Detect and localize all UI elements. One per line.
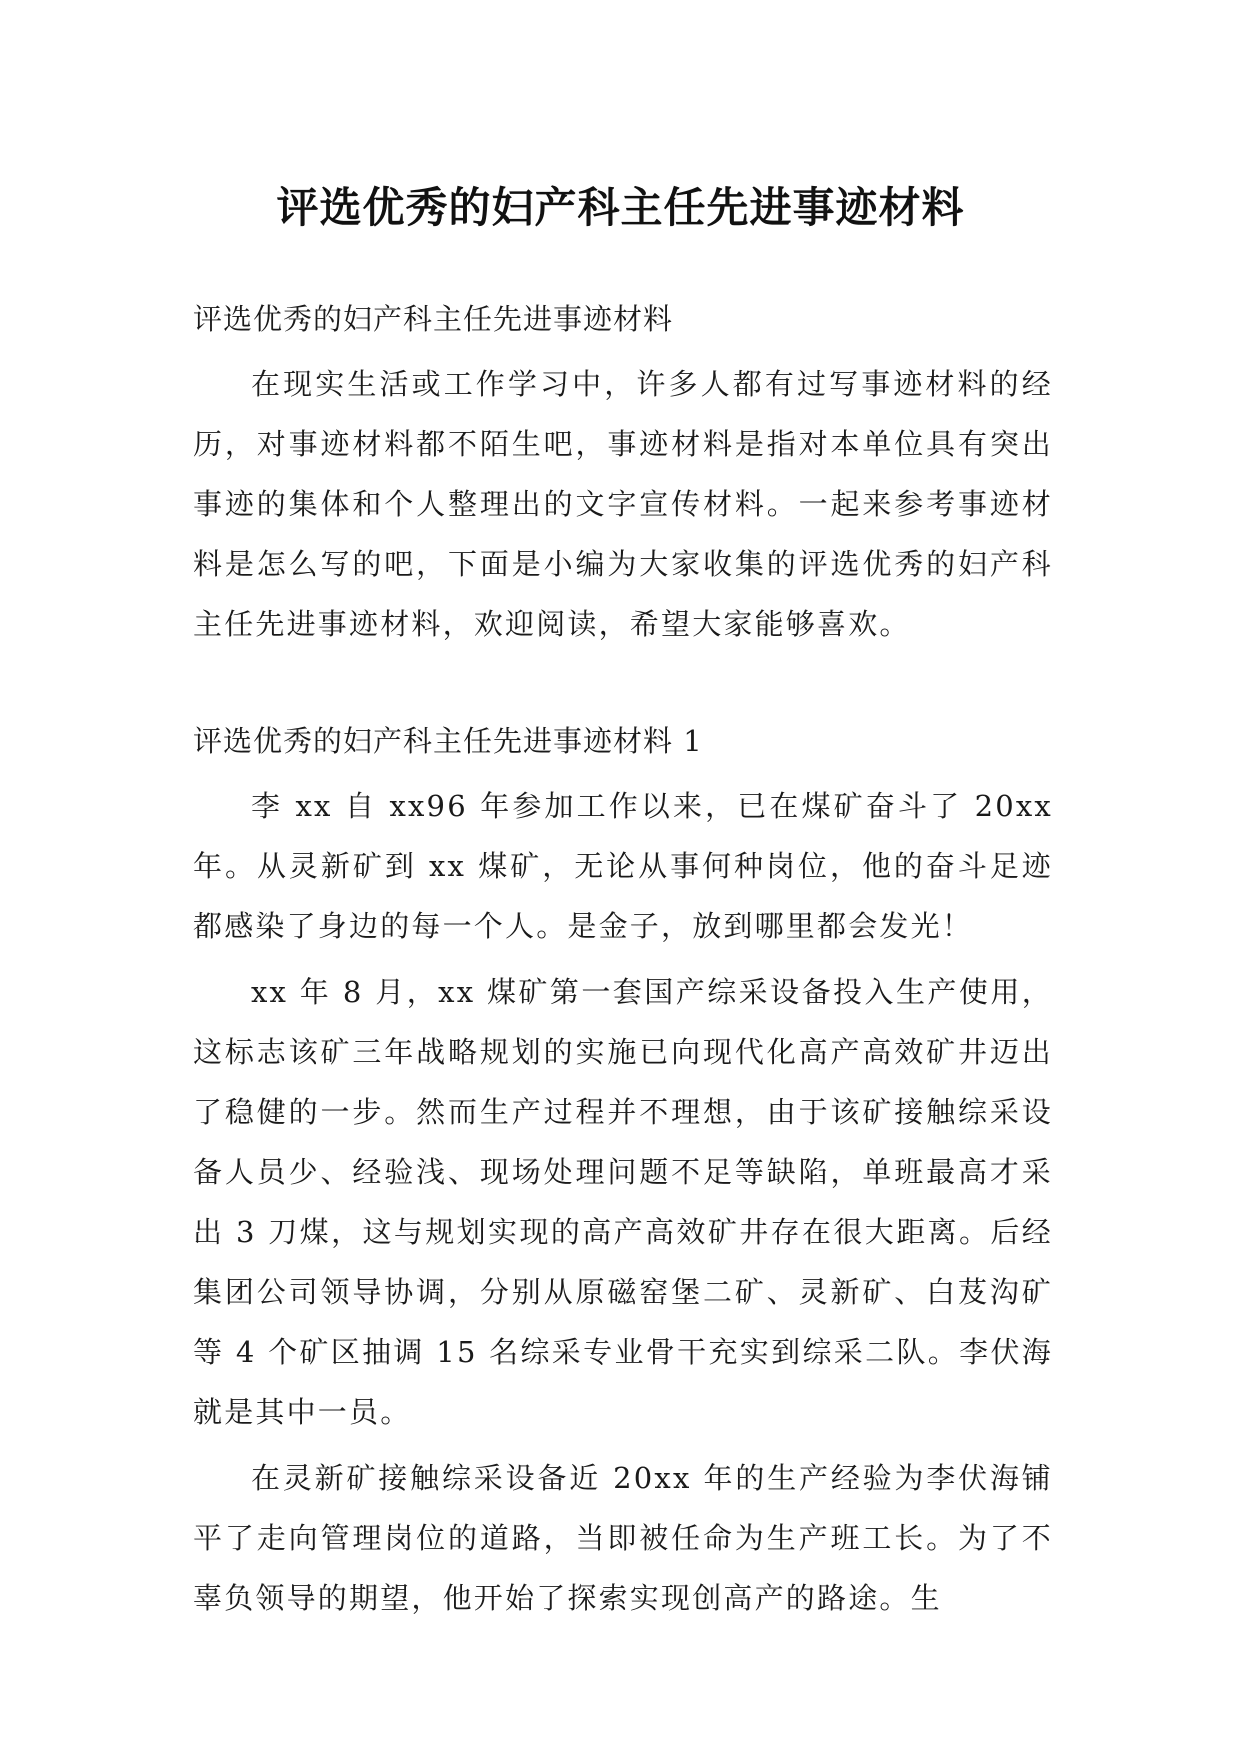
document-title: 评选优秀的妇产科主任先进事迹材料 <box>276 183 965 233</box>
intro-heading: 评选优秀的妇产科主任先进事迹材料 <box>193 302 674 336</box>
section-1-paragraph-3: 在灵新矿接触综采设备近 20xx 年的生产经验为李伏海铺平了走向管理岗位的道路，当即被任命为生产班工长。为了不辜负领导的期望，他开始了探索实现创高产的路途。生 <box>193 1461 1053 1615</box>
section-1-heading: 评选优秀的妇产科主任先进事迹材料 1 <box>193 724 703 758</box>
section-1-paragraph-1: 李 xx 自 xx96 年参加工作以来，已在煤矿奋斗了 20xx 年。从灵新矿到 xx 煤矿，无论从事何种岗位，他的奋斗足迹都感染了身边的每一个人。是金子，放到哪里都会发光！ <box>193 789 1053 943</box>
section-spacer <box>193 654 1053 712</box>
intro-paragraph: 在现实生活或工作学习中，许多人都有过写事迹材料的经历，对事迹材料都不陌生吧，事迹材料是指对本单位具有突出事迹的集体和个人整理出的文字宣传材料。一起来参考事迹材料是怎么写的吧，下面是小编为大家收集的评选优秀的妇产科主任先进事迹材料，欢迎阅读，希望大家能够喜欢。 <box>193 367 1053 641</box>
section-1-paragraph-2: xx 年 8 月，xx 煤矿第一套国产综采设备投入生产使用，这标志该矿三年战略规划的实施已向现代化高产高效矿井迈出了稳健的一步。然而生产过程并不理想，由于该矿接触综采设备人员少、经验浅、现场处理问题不足等缺陷，单班最高才采出 3 刀煤，这与规划实现的高产高效矿井存在很大距离。后经集团公司领导协调，分别从原磁窑堡二矿、灵新矿、白芨沟矿等 4 个矿区抽调 15 名综采专业骨干充实到综采二队。李伏海就是其中一员。 <box>193 975 1053 1429</box>
document-body <box>193 290 1053 1628</box>
